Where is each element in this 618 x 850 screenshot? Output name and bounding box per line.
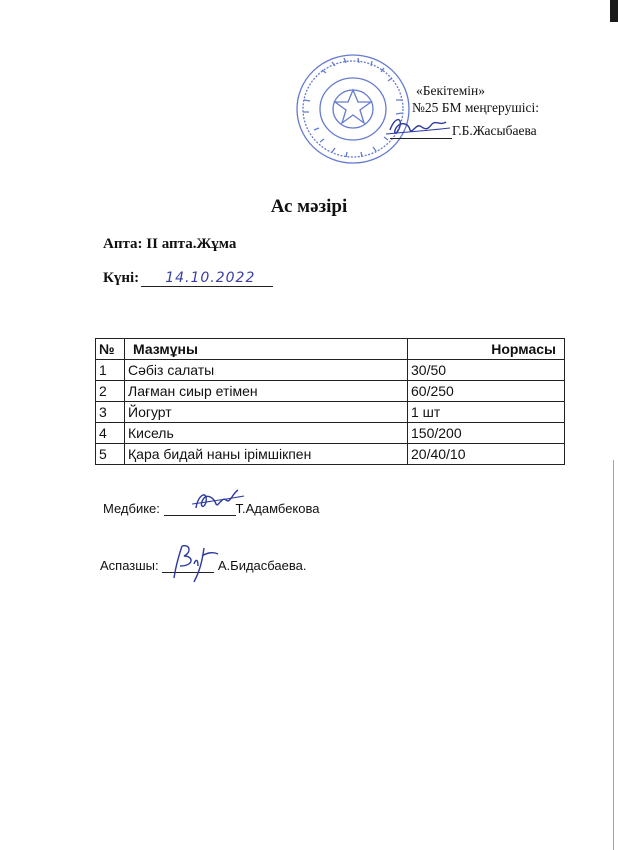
row-number: 4 [96, 423, 125, 444]
row-dish: Кисель [125, 423, 408, 444]
row-norm: 30/50 [408, 360, 565, 381]
table-row [96, 360, 565, 381]
row-number: 2 [96, 381, 125, 402]
page-title: Ас мәзірі [270, 196, 348, 217]
nurse-name: Т.Адамбекова [235, 501, 320, 516]
row-number: 5 [96, 444, 125, 465]
row-dish: Йогурт [125, 402, 408, 423]
table-row [96, 444, 565, 465]
approval-title: «Бекітемін» [416, 83, 485, 98]
cook-signature-icon [164, 538, 226, 588]
scan-edge-mark [610, 0, 618, 22]
row-dish: Сәбіз салаты [125, 360, 408, 381]
row-norm: 20/40/10 [408, 444, 565, 465]
row-number: 1 [96, 360, 125, 381]
row-norm: 60/250 [408, 381, 565, 402]
table-row [96, 423, 565, 444]
row-norm: 150/200 [408, 423, 565, 444]
approval-position: №25 БМ меңгерушісі: [412, 100, 539, 115]
row-norm: 1 шт [408, 402, 565, 423]
row-number: 3 [96, 402, 125, 423]
table-row [96, 381, 565, 402]
cook-name: А.Бидасбаева. [217, 558, 307, 573]
menu-table [95, 338, 565, 465]
week-line: Апта: ІІ апта.Жұма [103, 236, 237, 252]
approval-name: Г.Б.Жасыбаева [452, 123, 537, 138]
header-content: Мазмұны [125, 339, 408, 360]
official-stamp-icon [292, 50, 414, 168]
table-header-row [96, 339, 565, 360]
director-signature-icon [384, 112, 454, 142]
date-value: 14.10.2022 [141, 270, 273, 287]
nurse-signature-icon [188, 484, 248, 516]
date-line [103, 270, 273, 287]
table-row [96, 402, 565, 423]
nurse-label: Медбике: [103, 501, 160, 516]
date-label: Күні: [103, 270, 140, 286]
header-number: № [96, 339, 125, 360]
scan-edge-line [613, 460, 614, 850]
cook-label: Аспазшы: [100, 558, 159, 573]
row-dish: Қара бидай наны ірімшікпен [125, 444, 408, 465]
header-norm: Нормасы [408, 339, 565, 360]
row-dish: Лағман сиыр етімен [125, 381, 408, 402]
